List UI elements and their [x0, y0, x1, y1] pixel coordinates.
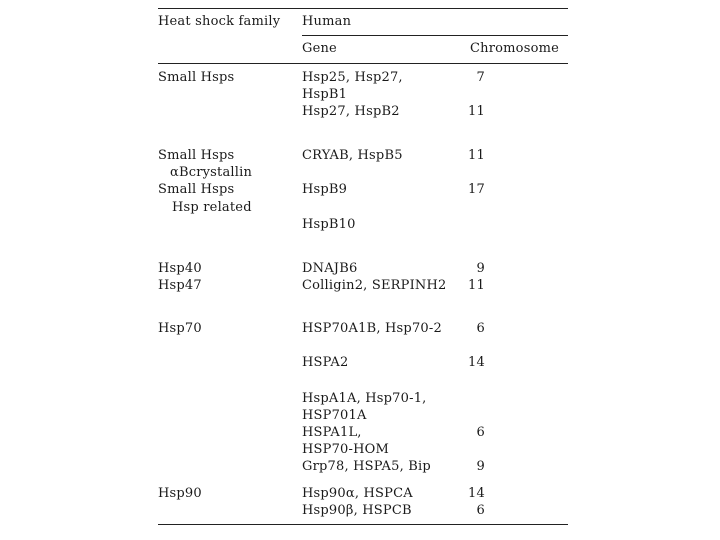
chromosome-cell: 6 — [476, 425, 485, 440]
gene-cell: HspB9 — [302, 182, 348, 197]
gene-cell-cont: HSP701A — [302, 408, 367, 423]
header-gene: Gene — [302, 41, 337, 56]
header-bottom-rule — [158, 63, 568, 64]
gene-cell: DNAJB6 — [302, 261, 358, 276]
gene-cell: HspB10 — [302, 217, 356, 232]
gene-cell-cont: HspB1 — [302, 87, 348, 102]
family-cell-cont: Hsp related — [172, 200, 252, 215]
gene-cell-cont: HSP70-HOM — [302, 442, 390, 457]
family-cell: Hsp40 — [158, 261, 202, 276]
family-cell: Hsp90 — [158, 486, 202, 501]
header-family: Heat shock family — [158, 14, 281, 29]
gene-cell: HspA1A, Hsp70-1, — [302, 391, 427, 406]
gene-cell: Hsp25, Hsp27, — [302, 70, 403, 85]
gene-cell: HSPA2 — [302, 355, 349, 370]
human-rule — [302, 35, 568, 36]
chromosome-cell: 11 — [468, 278, 485, 293]
chromosome-cell: 9 — [476, 459, 485, 474]
gene-cell: Hsp90α, HSPCA — [302, 486, 413, 501]
gene-cell: HSP70A1B, Hsp70-2 — [302, 321, 442, 336]
gene-cell: Hsp90β, HSPCB — [302, 503, 412, 518]
chromosome-cell: 7 — [476, 70, 485, 85]
chromosome-cell: 11 — [468, 104, 485, 119]
chromosome-cell: 6 — [476, 503, 485, 518]
family-cell: Hsp47 — [158, 278, 202, 293]
top-rule — [158, 8, 568, 9]
chromosome-cell: 14 — [468, 486, 485, 501]
family-cell-cont: αBcrystallin — [170, 165, 253, 180]
chromosome-cell: 6 — [476, 321, 485, 336]
chromosome-cell: 17 — [468, 182, 485, 197]
gene-cell: CRYAB, HspB5 — [302, 148, 403, 163]
table-bottom-rule — [158, 524, 568, 525]
header-chromosome: Chromosome — [470, 41, 560, 56]
family-cell: Small Hsps — [158, 148, 235, 163]
gene-cell: Colligin2, SERPINH2 — [302, 278, 447, 293]
family-cell: Small Hsps — [158, 70, 235, 85]
gene-cell: Grp78, HSPA5, Bip — [302, 459, 431, 474]
gene-cell: HSPA1L, — [302, 425, 362, 440]
family-cell: Hsp70 — [158, 321, 202, 336]
family-cell: Small Hsps — [158, 182, 235, 197]
header-human: Human — [302, 14, 352, 29]
chromosome-cell: 9 — [476, 261, 485, 276]
chromosome-cell: 14 — [468, 355, 485, 370]
gene-cell: Hsp27, HspB2 — [302, 104, 400, 119]
chromosome-cell: 11 — [468, 148, 485, 163]
